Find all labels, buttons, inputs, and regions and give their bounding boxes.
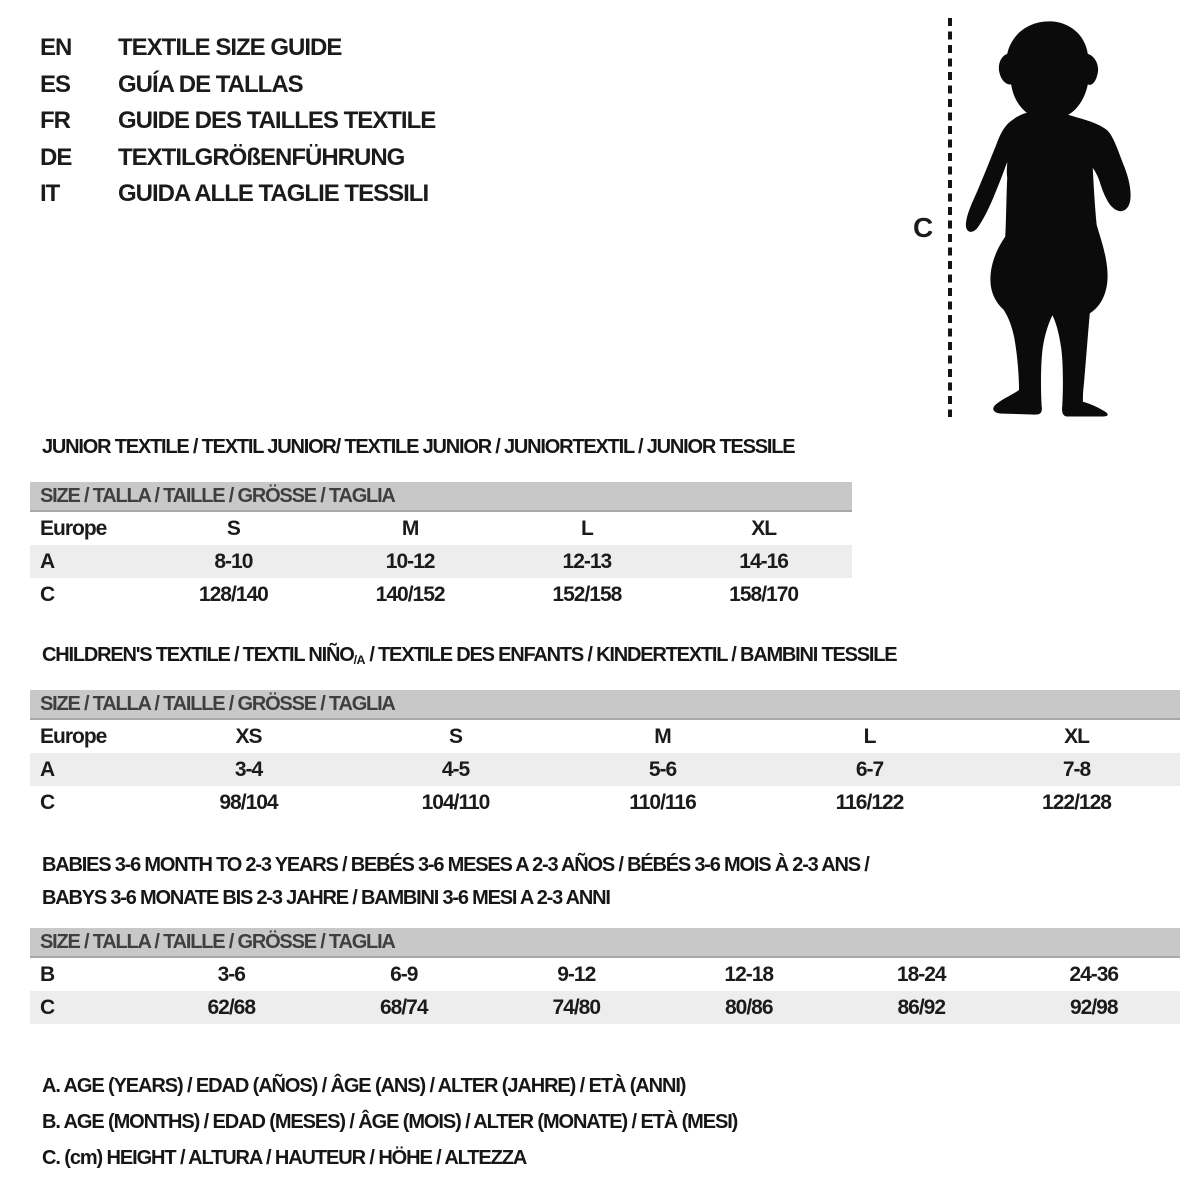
babies-section-heading: [42, 849, 869, 915]
children-section-heading: [42, 644, 896, 667]
language-code: ES: [40, 70, 71, 98]
language-row-en: [40, 30, 435, 67]
children-size-table: [30, 690, 1180, 819]
table-cell: 7-8: [1062, 757, 1091, 781]
table-row-europe: [30, 720, 1180, 753]
junior-section-heading: JUNIOR TEXTILE / TEXTIL JUNIOR/ TEXTILE JUNIOR / JUNIORTEXTIL / JUNIOR TESSILE: [42, 436, 795, 458]
table-cell: 18-24: [896, 962, 946, 986]
row-label: B: [40, 962, 55, 986]
table-cell: 128/140: [198, 582, 268, 606]
table-row-age: [30, 545, 852, 578]
table-row-height: [30, 578, 852, 611]
row-label: Europe: [40, 724, 107, 748]
footnote-legend: [42, 1068, 737, 1176]
row-label: A: [40, 549, 55, 573]
table-cell: 3-4: [234, 757, 263, 781]
table-row-age-months: [30, 958, 1180, 991]
table-cell: 110/116: [629, 790, 696, 814]
table-cell: 152/158: [552, 582, 622, 606]
table-row-height: [30, 991, 1180, 1024]
table-cell: 10-12: [385, 549, 435, 573]
height-measure-label: C: [913, 212, 934, 243]
table-cell: 158/170: [729, 582, 799, 606]
table-cell: 104/110: [421, 790, 490, 814]
language-title: GUÍA DE TALLAS: [118, 70, 303, 98]
babies-heading-line1: BABIES 3-6 MONTH TO 2-3 YEARS / BEBÉS 3-6 MESES A 2-3 AÑOS / BÉBÉS 3-6 MOIS À 2-3 ANS /: [42, 854, 869, 876]
table-cell: S: [448, 724, 462, 748]
language-title: TEXTILGRÖßENFÜHRUNG: [118, 143, 405, 171]
language-code: IT: [40, 180, 60, 208]
table-cell: M: [401, 516, 419, 540]
table-cell: 4-5: [441, 757, 470, 781]
language-row-fr: [40, 103, 435, 140]
table-cell: 86/92: [897, 995, 946, 1019]
language-code: EN: [40, 34, 72, 62]
row-label: C: [40, 790, 55, 814]
row-label: A: [40, 757, 55, 781]
table-cell: 80/86: [724, 995, 773, 1019]
table-row-height: [30, 786, 1180, 819]
table-cell: 6-9: [390, 962, 418, 986]
table-cell: 62/68: [207, 995, 256, 1019]
children-heading-part2: / TEXTILE DES ENFANTS / KINDERTEXTIL / BAMBINI TESSILE: [364, 644, 897, 666]
children-heading-part1: CHILDREN'S TEXTILE / TEXTIL NIÑO: [42, 644, 354, 666]
language-title: GUIDE DES TAILLES TEXTILE: [118, 107, 436, 135]
babies-size-table: [30, 928, 1180, 1024]
table-cell: 24-36: [1069, 962, 1119, 986]
footnote-c: C. (cm) HEIGHT / ALTURA / HAUTEUR / HÖHE / ALTEZZA: [42, 1147, 527, 1169]
row-label: Europe: [40, 516, 107, 540]
table-cell: 140/152: [375, 582, 445, 606]
language-title-list: [40, 30, 435, 213]
table-cell: 8-10: [214, 549, 253, 573]
row-label: C: [40, 582, 55, 606]
row-label: C: [40, 995, 55, 1019]
height-measure-dashed-line: [948, 18, 952, 417]
table-cell: 9-12: [557, 962, 596, 986]
table-cell: 68/74: [379, 995, 428, 1019]
table-cell: 122/128: [1042, 790, 1111, 814]
children-heading-subscript: /A: [353, 653, 365, 668]
table-cell: XS: [235, 724, 262, 748]
table-cell: L: [863, 724, 876, 748]
babies-heading-line2: BABYS 3-6 MONATE BIS 2-3 JAHRE / BAMBINI 3-6 MESI A 2-3 ANNI: [42, 887, 610, 909]
footnote-b: B. AGE (MONTHS) / EDAD (MESES) / ÂGE (MOIS) / ALTER (MONATE) / ETÀ (MESI): [42, 1111, 738, 1133]
language-row-es: [40, 67, 435, 104]
language-row-it: [40, 176, 435, 213]
junior-size-table: [30, 482, 852, 611]
language-title: TEXTILE SIZE GUIDE: [118, 34, 342, 62]
language-title: GUIDA ALLE TAGLIE TESSILI: [118, 180, 429, 208]
table-cell: 14-16: [739, 549, 788, 573]
toddler-silhouette-icon: [963, 15, 1135, 420]
size-header-bar: SIZE / TALLA / TAILLE / GRÖSSE / TAGLIA: [30, 482, 852, 512]
table-cell: 74/80: [552, 995, 601, 1019]
table-cell: L: [580, 516, 593, 540]
table-cell: 3-6: [217, 962, 245, 986]
language-code: FR: [40, 107, 70, 135]
table-cell: XL: [1064, 724, 1089, 748]
table-cell: 116/122: [835, 790, 904, 814]
table-cell: 92/98: [1069, 995, 1118, 1019]
table-cell: 12-13: [562, 549, 612, 573]
table-row-europe: [30, 512, 852, 545]
table-cell: S: [226, 516, 240, 540]
table-cell: 98/104: [219, 790, 278, 814]
size-header-bar: SIZE / TALLA / TAILLE / GRÖSSE / TAGLIA: [30, 690, 1180, 720]
table-cell: 5-6: [648, 757, 677, 781]
size-header-bar: SIZE / TALLA / TAILLE / GRÖSSE / TAGLIA: [30, 928, 1180, 958]
table-cell: XL: [751, 516, 777, 540]
table-row-age: [30, 753, 1180, 786]
language-row-de: [40, 140, 435, 177]
table-cell: 6-7: [855, 757, 884, 781]
table-cell: 12-18: [724, 962, 774, 986]
table-cell: M: [654, 724, 671, 748]
language-code: DE: [40, 143, 72, 171]
footnote-a: A. AGE (YEARS) / EDAD (AÑOS) / ÂGE (ANS) / ALTER (JAHRE) / ETÀ (ANNI): [42, 1075, 686, 1097]
